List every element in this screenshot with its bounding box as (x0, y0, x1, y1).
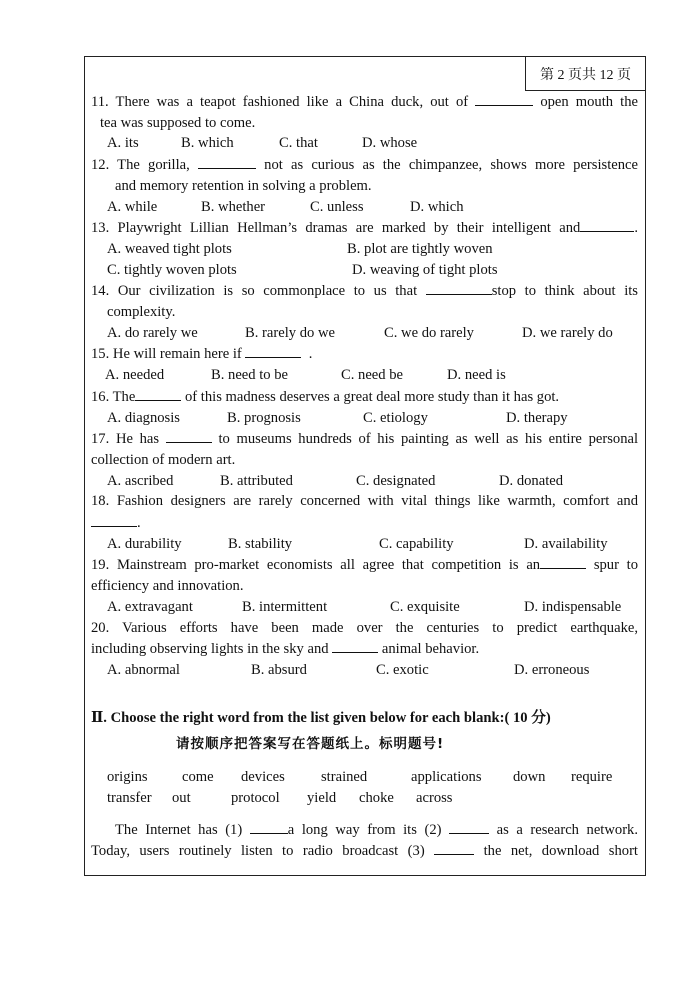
option-c[interactable]: C. exquisite (390, 598, 460, 615)
answer-blank[interactable] (135, 386, 181, 401)
option-c[interactable]: C. need be (341, 367, 404, 384)
option-a[interactable]: A. extravagant (107, 598, 193, 615)
question-13: 13. Playwright Lillian Hellman’s dramas are marked by their intelligent and . (91, 217, 638, 239)
option-b[interactable]: B. plot are tightly woven (347, 240, 493, 257)
passage-line-1: The Internet has (1) a long way from its (2) as a research network. (91, 819, 638, 841)
question-11-options (91, 133, 638, 154)
option-a[interactable]: A. diagnosis (107, 409, 180, 426)
word-list (91, 767, 638, 808)
answer-blank[interactable] (426, 280, 492, 295)
option-b[interactable]: B. attributed (220, 472, 293, 489)
option-b[interactable]: B. which (181, 135, 234, 152)
word-item: choke (359, 789, 394, 806)
question-12-cont: and memory retention in solving a problem. (115, 177, 372, 194)
question-12: 12. The gorilla, not as curious as the chimpanzee, shows more persistence (91, 154, 638, 176)
answer-blank[interactable] (475, 91, 533, 106)
answer-blank[interactable] (580, 217, 634, 232)
question-19-cont: efficiency and innovation. (91, 578, 244, 595)
question-17-options (91, 471, 638, 492)
word-item: out (172, 789, 191, 806)
question-15-options (91, 365, 638, 386)
question-16-options (91, 408, 638, 429)
question-15: 15. He will remain here if . (91, 343, 638, 365)
question-18-options (91, 534, 638, 555)
answer-blank-3[interactable] (434, 840, 474, 855)
option-a[interactable]: A. needed (105, 367, 165, 384)
answer-blank[interactable] (198, 154, 256, 169)
page-indicator: 第 2 页共 12 页 (525, 57, 645, 91)
option-c[interactable]: C. exotic (376, 661, 429, 678)
word-item: transfer (107, 789, 152, 806)
option-c[interactable]: C. that (279, 135, 318, 152)
option-d[interactable]: D. whose (362, 135, 418, 152)
option-b[interactable]: B. intermittent (242, 598, 328, 615)
answer-blank[interactable] (91, 512, 137, 527)
cloze-passage (91, 819, 638, 862)
question-content (91, 91, 638, 862)
option-d[interactable]: D. need is (447, 367, 506, 384)
question-16: 16. The of this madness deserves a great deal more study than it has got. (91, 386, 638, 408)
word-list-row-2 (107, 788, 638, 809)
question-11-cont: tea was supposed to come. (100, 114, 256, 131)
option-a[interactable]: A. abnormal (107, 661, 180, 678)
option-d[interactable]: D. we rarely do (522, 324, 613, 341)
answer-blank[interactable] (245, 343, 301, 358)
question-20: 20. Various efforts have been made over the centuries to predict earthquake, (91, 619, 638, 636)
question-20-options (91, 660, 638, 681)
question-17: 17. He has to museums hundreds of his painting as well as his entire personal (91, 428, 638, 450)
passage-line-2: Today, users routinely listen to radio broadcast (3) the net, download short (91, 840, 638, 862)
word-item: origins (107, 769, 148, 786)
answer-blank-1[interactable] (250, 819, 288, 834)
word-item: come (182, 769, 214, 786)
question-19: 19. Mainstream pro-market economists all agree that competition is an spur to (91, 554, 638, 576)
section-2-note: 请按顺序把答案写在答题纸上。标明题号! (176, 736, 445, 753)
option-c[interactable]: C. designated (356, 472, 436, 489)
question-14-options (91, 323, 638, 344)
word-item: require (571, 769, 613, 786)
section-2-title: Ⅱ. Choose the right word from the list given below for each blank:( 10 分) (91, 709, 551, 726)
question-13-options-2 (91, 260, 638, 281)
page-frame (84, 56, 646, 876)
option-b[interactable]: B. stability (228, 535, 293, 552)
question-11: 11. There was a teapot fashioned like a China duck, out of open mouth the (91, 91, 638, 113)
option-d[interactable]: D. erroneous (514, 661, 590, 678)
option-c[interactable]: C. etiology (363, 409, 428, 426)
question-17-cont: collection of modern art. (91, 451, 236, 468)
option-c[interactable]: C. capability (379, 535, 454, 552)
answer-blank-2[interactable] (449, 819, 489, 834)
word-item: devices (241, 769, 285, 786)
option-b[interactable]: B. rarely do we (245, 324, 335, 341)
option-a[interactable]: A. its (107, 135, 139, 152)
word-item: protocol (231, 789, 280, 806)
option-a[interactable]: A. do rarely we (107, 324, 198, 341)
option-d[interactable]: D. indispensable (524, 598, 622, 615)
question-19-options (91, 597, 638, 618)
option-c[interactable]: C. we do rarely (384, 324, 474, 341)
option-c[interactable]: C. tightly woven plots (107, 261, 237, 278)
option-a[interactable]: A. durability (107, 535, 182, 552)
question-18-cont: . (91, 512, 638, 534)
option-b[interactable]: B. need to be (211, 367, 289, 384)
option-d[interactable]: D. which (410, 198, 464, 215)
question-14: 14. Our civilization is so commonplace to us that stop to think about its (91, 280, 638, 302)
option-d[interactable]: D. therapy (506, 409, 568, 426)
option-d[interactable]: D. availability (524, 535, 608, 552)
option-d[interactable]: D. weaving of tight plots (352, 261, 498, 278)
answer-blank[interactable] (332, 638, 378, 653)
question-18: 18. Fashion designers are rarely concerned with vital things like warmth, comfort and (91, 493, 638, 510)
word-item: yield (307, 789, 337, 806)
word-item: strained (321, 769, 368, 786)
option-c[interactable]: C. unless (310, 198, 364, 215)
question-12-options (91, 197, 638, 218)
answer-blank[interactable] (540, 554, 586, 569)
option-a[interactable]: A. weaved tight plots (107, 240, 232, 257)
question-20-cont: including observing lights in the sky and animal behavior. (91, 638, 638, 660)
option-b[interactable]: B. whether (201, 198, 266, 215)
question-13-options-1 (91, 239, 638, 260)
word-list-row-1 (107, 767, 638, 788)
word-item: down (513, 769, 546, 786)
answer-blank[interactable] (166, 428, 212, 443)
option-d[interactable]: D. donated (499, 472, 564, 489)
option-a[interactable]: A. while (107, 198, 158, 215)
word-item: applications (411, 769, 482, 786)
word-item: across (416, 789, 453, 806)
option-b[interactable]: B. absurd (251, 661, 307, 678)
question-14-cont: complexity. (107, 304, 176, 321)
option-a[interactable]: A. ascribed (107, 472, 174, 489)
option-b[interactable]: B. prognosis (227, 409, 301, 426)
